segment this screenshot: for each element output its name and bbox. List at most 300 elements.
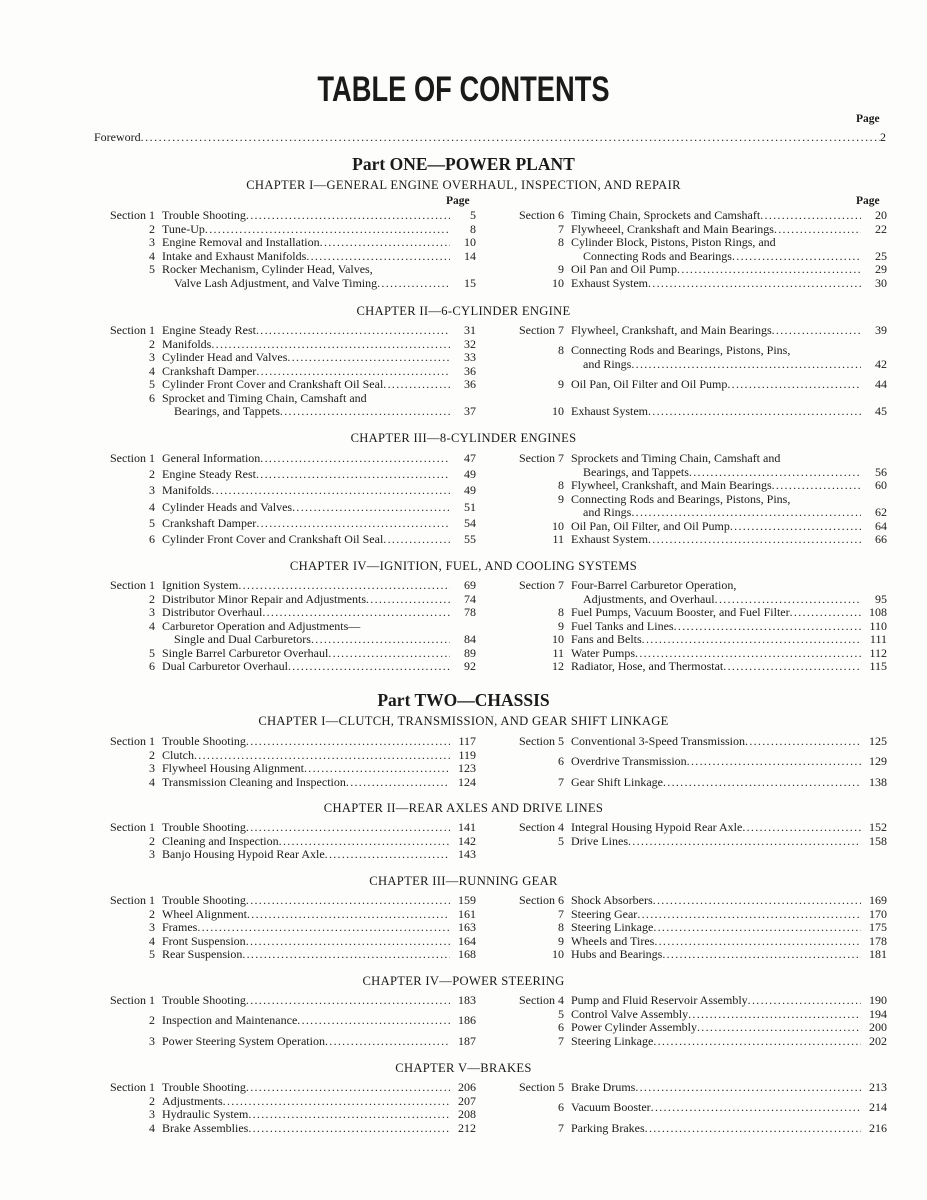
entry-title: Trouble Shooting <box>162 1080 246 1094</box>
toc-entry[interactable] <box>558 235 887 263</box>
page-number: 181 <box>869 947 887 961</box>
leader-dots <box>197 921 450 935</box>
section-number: 6 <box>558 1020 564 1034</box>
leader-dots <box>790 606 861 620</box>
section-number: 9 <box>558 491 564 506</box>
entry-line <box>162 365 476 379</box>
page-number: 8 <box>470 221 476 236</box>
toc-entry[interactable] <box>519 734 887 749</box>
toc-entry[interactable] <box>558 920 887 935</box>
page-number: 169 <box>869 893 887 907</box>
toc-entry[interactable] <box>558 478 887 493</box>
toc-entry[interactable] <box>149 645 476 661</box>
leader-dots <box>635 647 861 661</box>
section-number: 5 <box>149 377 155 391</box>
toc-entry[interactable] <box>558 262 887 277</box>
leader-dots <box>141 130 880 145</box>
leader-dots <box>677 263 861 277</box>
entry-line <box>571 1122 887 1136</box>
toc-entry[interactable] <box>558 491 887 520</box>
toc-entry[interactable] <box>519 820 887 835</box>
entry-line <box>162 250 476 264</box>
entry-line <box>162 606 476 620</box>
chapter-heading: CHAPTER I—CLUTCH, TRANSMISSION, AND GEAR SHIFT LINKAGE <box>258 714 669 728</box>
entry-line <box>162 533 476 547</box>
entry-title: General Information <box>162 451 261 465</box>
entry-title: Steering Linkage <box>571 1033 654 1048</box>
leader-dots <box>211 338 450 352</box>
leader-dots <box>304 762 450 776</box>
entry-line <box>571 921 887 935</box>
toc-entry[interactable] <box>149 377 476 392</box>
toc-entry[interactable] <box>110 820 476 835</box>
leader-dots <box>262 606 450 620</box>
leader-dots <box>242 948 450 962</box>
entry-line <box>571 1081 887 1095</box>
page-number: 214 <box>869 1100 887 1115</box>
entry-title: Wheels and Tires <box>571 933 655 948</box>
toc-entry[interactable] <box>149 515 476 531</box>
leader-dots <box>727 378 861 392</box>
page-number: 92 <box>464 659 476 673</box>
toc-entry[interactable] <box>149 221 476 237</box>
toc-entry[interactable] <box>149 605 476 620</box>
foreword-entry[interactable] <box>94 130 886 145</box>
entry-line <box>571 493 887 507</box>
section-number: Section 1 <box>110 1080 155 1094</box>
leader-dots <box>648 533 861 547</box>
entry-title: Sprocket and Timing Chain, Camshaft and <box>162 390 367 405</box>
entry-title: Tune-Up <box>162 221 205 236</box>
leader-dots <box>648 277 861 291</box>
page-number: 36 <box>464 363 476 378</box>
page-number: 212 <box>458 1120 476 1135</box>
section-number: 4 <box>149 499 155 514</box>
entry-line <box>571 209 887 223</box>
toc-entry[interactable] <box>558 754 887 769</box>
section-number: 5 <box>149 947 155 961</box>
entry-title: Adjustments <box>162 1093 223 1108</box>
toc-entry[interactable] <box>149 363 476 379</box>
entry-line <box>571 735 887 749</box>
entry-line <box>162 994 476 1008</box>
section-number: 9 <box>558 377 564 391</box>
entry-line <box>162 776 476 790</box>
page-number: 14 <box>464 248 476 263</box>
toc-entry[interactable] <box>552 275 887 291</box>
section-number: 3 <box>149 350 155 364</box>
toc-entry[interactable] <box>552 947 887 962</box>
entry-title: Intake and Exhaust Manifolds <box>162 248 307 263</box>
entry-title: Exhaust System <box>571 275 648 290</box>
leader-dots <box>248 1122 450 1136</box>
section-number: 11 <box>552 532 564 546</box>
entry-line <box>162 762 476 776</box>
entry-line <box>571 479 887 493</box>
page-number: 62 <box>875 505 887 519</box>
entry-title: Cylinder Front Cover and Crankshaft Oil Seal <box>162 532 384 546</box>
entry-line <box>162 647 476 661</box>
leader-dots <box>328 647 450 661</box>
leader-dots <box>346 776 450 790</box>
entry-line <box>571 908 887 922</box>
toc-entry[interactable] <box>519 323 887 338</box>
leader-dots <box>772 479 861 493</box>
entry-title: Pump and Fluid Reservoir Assembly <box>571 993 748 1007</box>
section-number: 2 <box>149 906 155 921</box>
page-number: 69 <box>464 578 476 592</box>
chapter-heading: CHAPTER I—GENERAL ENGINE OVERHAUL, INSPECTION, AND REPAIR <box>246 178 681 192</box>
page-number: 112 <box>869 645 887 660</box>
toc-entry[interactable] <box>558 833 887 849</box>
page-number: 158 <box>869 833 887 848</box>
leader-dots <box>663 776 861 790</box>
entry-title: Oil Pan, Oil Filter, and Oil Pump <box>571 518 730 533</box>
toc-entry[interactable] <box>558 221 887 237</box>
toc-entry[interactable] <box>149 262 476 290</box>
toc-entry[interactable] <box>149 350 476 365</box>
section-number: 3 <box>149 847 155 861</box>
page-title: TABLE OF CONTENTS <box>317 70 610 109</box>
toc-entry[interactable] <box>149 591 476 607</box>
page-number: 55 <box>464 532 476 546</box>
page-number: 187 <box>458 1033 476 1048</box>
toc-entry[interactable] <box>110 451 476 466</box>
page-number: 37 <box>464 404 476 418</box>
section-number: 5 <box>558 1006 564 1021</box>
leader-dots <box>715 593 861 607</box>
toc-entry[interactable] <box>149 499 476 515</box>
entry-line <box>571 263 887 277</box>
toc-entry[interactable] <box>149 761 476 776</box>
page-number: 129 <box>869 754 887 769</box>
page-number: 163 <box>458 920 476 934</box>
toc-entry[interactable] <box>149 906 476 922</box>
toc-entry[interactable] <box>149 235 476 250</box>
leader-dots <box>760 209 861 223</box>
toc-entry[interactable] <box>558 377 887 392</box>
entry-title: Radiator, Hose, and Thermostat <box>571 659 724 673</box>
toc-entry[interactable] <box>149 248 476 264</box>
section-number: 10 <box>552 404 564 418</box>
toc-entry[interactable] <box>149 659 476 674</box>
entry-title: Brake Assemblies <box>162 1120 249 1135</box>
section-number: Section 1 <box>110 578 155 592</box>
section-number: 7 <box>558 906 564 921</box>
toc-entry[interactable] <box>149 920 476 935</box>
page-number: 178 <box>869 933 887 948</box>
entry-line <box>162 821 476 835</box>
leader-dots <box>311 633 450 647</box>
toc-entry[interactable] <box>519 1080 887 1095</box>
page-number: 32 <box>464 336 476 351</box>
section-number: 10 <box>552 518 564 533</box>
entry-title: Integral Housing Hypoid Rear Axle <box>571 820 743 834</box>
toc-entry[interactable] <box>149 747 476 763</box>
page-number: 110 <box>869 618 887 633</box>
page-number: 200 <box>869 1020 887 1034</box>
entry-title: Front Suspension <box>162 933 246 948</box>
section-number: 10 <box>552 275 564 290</box>
leader-dots <box>635 1081 861 1095</box>
page-number: 95 <box>875 591 887 606</box>
section-number: 2 <box>149 591 155 606</box>
entry-title: Vacuum Booster <box>571 1100 651 1115</box>
entry-line <box>571 324 887 338</box>
toc-entry[interactable] <box>558 1120 887 1136</box>
toc-entry[interactable] <box>519 993 887 1008</box>
entry-line <box>162 948 476 962</box>
leader-dots <box>297 1014 450 1028</box>
toc-entry[interactable] <box>149 618 476 647</box>
toc-entry[interactable] <box>558 1033 887 1049</box>
toc-entry[interactable] <box>552 532 887 547</box>
toc-entry[interactable] <box>519 451 887 479</box>
entry-title: Cylinder Head and Valves <box>162 350 288 364</box>
entry-title: Engine Steady Rest <box>162 467 256 482</box>
section-number: 9 <box>558 618 564 633</box>
toc-entry[interactable] <box>110 993 476 1008</box>
leader-dots <box>383 533 450 547</box>
toc-entry[interactable] <box>149 532 476 547</box>
entry-line <box>571 520 887 534</box>
leader-dots <box>697 1021 861 1035</box>
section-number: 5 <box>558 833 564 848</box>
entry-title: Distributor Minor Repair and Adjustments <box>162 591 366 606</box>
entry-title: Hydraulic System <box>162 1107 249 1121</box>
entry-title: Connecting Rods and Bearings, Pistons, Pins, <box>571 491 791 506</box>
section-number: 10 <box>552 947 564 961</box>
entry-line <box>162 660 476 674</box>
entry-line <box>571 633 887 647</box>
toc-entry[interactable] <box>558 618 887 634</box>
toc-entry[interactable] <box>552 645 887 661</box>
chapter-heading: CHAPTER V—BRAKES <box>395 1061 532 1075</box>
entry-title: Hubs and Bearings <box>571 947 663 961</box>
toc-entry[interactable] <box>552 404 887 419</box>
entry-title: Oil Pan, Oil Filter and Oil Pump <box>571 377 728 391</box>
page-number: 45 <box>875 404 887 418</box>
entry-line <box>162 1108 476 1122</box>
toc-entry[interactable] <box>519 208 887 223</box>
section-number: 6 <box>558 1100 564 1115</box>
section-number: Section 1 <box>110 734 155 748</box>
page-number: 20 <box>875 208 887 222</box>
page-number: 64 <box>875 518 887 533</box>
page-number: 44 <box>875 377 887 391</box>
toc-entry[interactable] <box>558 1020 887 1035</box>
section-number: 6 <box>149 390 155 405</box>
toc-entry[interactable] <box>519 578 887 606</box>
page-number: 78 <box>464 605 476 619</box>
entry-line <box>571 236 887 250</box>
toc-entry[interactable] <box>149 1013 476 1028</box>
entry-line <box>162 848 476 862</box>
section-number: Section 4 <box>519 993 564 1007</box>
leader-dots <box>377 277 450 291</box>
leader-dots <box>732 250 861 264</box>
toc-entry[interactable] <box>558 906 887 922</box>
section-number: 3 <box>149 605 155 619</box>
leader-dots <box>280 405 450 419</box>
entry-line <box>162 579 476 593</box>
entry-line <box>571 1101 887 1115</box>
leader-dots <box>256 517 450 531</box>
entry-line <box>162 351 476 365</box>
section-number: Section 1 <box>110 820 155 834</box>
leader-dots <box>774 223 861 237</box>
entry-title: Overdrive Transmission <box>571 754 687 769</box>
toc-entry[interactable] <box>558 343 887 371</box>
section-number: Section 1 <box>110 323 155 337</box>
entry-line <box>162 484 476 498</box>
page-number: 36 <box>464 377 476 391</box>
toc-entry[interactable] <box>552 659 887 674</box>
leader-dots <box>223 1095 450 1109</box>
leader-dots <box>645 1122 861 1136</box>
entry-title: Crankshaft Damper <box>162 363 257 378</box>
leader-dots <box>687 755 861 769</box>
entry-line <box>162 263 476 277</box>
toc-entry[interactable] <box>149 1093 476 1109</box>
toc-entry[interactable] <box>558 933 887 949</box>
entry-line <box>571 660 887 674</box>
section-number: 3 <box>149 761 155 775</box>
toc-entry[interactable] <box>552 632 887 647</box>
entry-line <box>571 593 887 607</box>
leader-dots <box>653 1035 861 1049</box>
entry-line <box>162 935 476 949</box>
part-heading: Part TWO—CHASSIS <box>377 690 550 710</box>
part-heading: Part ONE—POWER PLANT <box>352 154 575 174</box>
entry-title: Cylinder Heads and Valves <box>162 499 293 514</box>
section-number: 8 <box>558 235 564 249</box>
entry-line <box>571 1008 887 1022</box>
page-number: 123 <box>458 761 476 775</box>
entry-line <box>571 223 887 237</box>
entry-title: Distributor Overhaul <box>162 605 263 619</box>
section-number: 9 <box>558 933 564 948</box>
leader-dots <box>194 749 450 763</box>
entry-line <box>571 620 887 634</box>
toc-entry[interactable] <box>110 208 476 223</box>
toc-entry[interactable] <box>149 1107 476 1122</box>
entry-title: Carburetor Operation and Adjustments— <box>162 618 361 633</box>
leader-dots <box>246 935 450 949</box>
entry-line <box>162 908 476 922</box>
section-number: Section 1 <box>110 208 155 222</box>
entry-title: Connecting Rods and Bearings, Pistons, Pins, <box>571 343 791 358</box>
toc-entry[interactable] <box>149 833 476 849</box>
toc-entry[interactable] <box>558 605 887 620</box>
entry-title: Engine Removal and Installation <box>162 235 320 249</box>
section-number: 6 <box>558 754 564 769</box>
toc-entry[interactable] <box>110 734 476 749</box>
page-number: 186 <box>458 1013 476 1028</box>
toc-entry[interactable] <box>149 390 476 419</box>
toc-entry[interactable] <box>149 933 476 949</box>
entry-line <box>162 735 476 749</box>
entry-title: Frames <box>162 920 198 934</box>
toc-entry[interactable] <box>110 893 476 908</box>
leader-dots <box>723 660 861 674</box>
toc-entry[interactable] <box>110 323 476 338</box>
leader-dots <box>651 1101 861 1115</box>
page-number: 22 <box>875 221 887 236</box>
toc-entry[interactable] <box>149 847 476 862</box>
entry-line <box>571 250 887 264</box>
entry-title: Flywheel Housing Alignment <box>162 761 304 775</box>
section-number: 2 <box>149 467 155 482</box>
toc-entry[interactable] <box>110 1080 476 1095</box>
toc-entry[interactable] <box>558 1100 887 1115</box>
toc-entry[interactable] <box>558 1006 887 1022</box>
toc-entry[interactable] <box>149 336 476 352</box>
entry-title: Single Barrel Carburetor Overhaul <box>162 645 329 660</box>
leader-dots <box>631 358 861 372</box>
page-number: 108 <box>869 605 887 619</box>
page-number: 213 <box>869 1080 887 1094</box>
page-number: 29 <box>875 262 887 276</box>
toc-entry[interactable] <box>552 518 887 534</box>
toc-entry[interactable] <box>110 578 476 593</box>
leader-dots <box>637 908 861 922</box>
entry-title: Water Pumps <box>571 645 636 660</box>
toc-entry[interactable] <box>149 1033 476 1049</box>
page-number: 56 <box>875 464 887 479</box>
section-number: 9 <box>558 262 564 276</box>
entry-title: Trouble Shooting <box>162 734 246 748</box>
toc-entry[interactable] <box>149 774 476 790</box>
page-number: 143 <box>458 847 476 861</box>
page-number: 66 <box>875 532 887 546</box>
section-number: 7 <box>558 221 564 236</box>
leader-dots <box>287 351 450 365</box>
leader-dots <box>383 378 450 392</box>
section-number: 4 <box>149 774 155 789</box>
chapter-heading: CHAPTER II—REAR AXLES AND DRIVE LINES <box>323 801 604 815</box>
entry-line <box>571 994 887 1008</box>
section-number: 2 <box>149 747 155 762</box>
entry-title: Cleaning and Inspection <box>162 833 279 848</box>
page-column-label: Page <box>446 195 470 207</box>
entry-line <box>162 209 476 223</box>
page-number: 47 <box>464 451 476 465</box>
entry-title: Manifolds <box>162 336 212 351</box>
toc-entry[interactable] <box>149 467 476 482</box>
toc-entry[interactable] <box>149 947 476 962</box>
section-number: Section 4 <box>519 820 564 834</box>
entry-title: Wheel Alignment <box>162 906 247 921</box>
section-number: 4 <box>149 363 155 378</box>
page-number: 183 <box>458 993 476 1007</box>
toc-entry[interactable] <box>519 893 887 908</box>
entry-title: Fans and Belts <box>571 632 642 646</box>
section-number: Section 7 <box>519 323 564 337</box>
toc-entry[interactable] <box>149 483 476 498</box>
toc-entry[interactable] <box>558 774 887 790</box>
section-number: 4 <box>149 248 155 263</box>
page-number: 54 <box>464 515 476 530</box>
page-number: 142 <box>458 833 476 848</box>
page-number: 125 <box>869 734 887 748</box>
entry-line <box>162 378 476 392</box>
leader-dots <box>745 735 861 749</box>
page-number: 33 <box>464 350 476 364</box>
section-number: 4 <box>149 1120 155 1135</box>
toc-entry[interactable] <box>149 1120 476 1136</box>
entry-title: and Rings <box>583 505 632 519</box>
